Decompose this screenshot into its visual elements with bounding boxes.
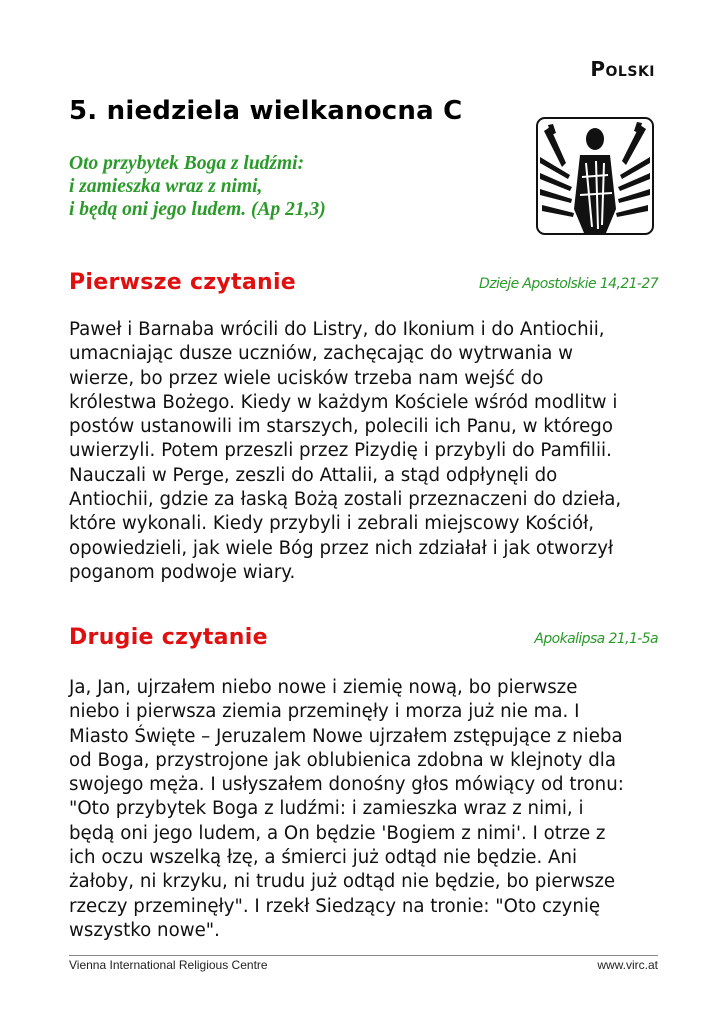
text-line: królestwa Bożego. Kiedy w każdym Kościele wśród modlitw i — [69, 391, 618, 413]
reading-reference-first: Dzieje Apostolskie 14,21-27 — [479, 276, 658, 292]
footer-divider — [69, 955, 658, 956]
risen-christ-woodcut-icon — [536, 117, 654, 235]
text-line: Antiochii, gdzie za łaską Bożą zostali przeznaczeni do dzieła, — [69, 489, 622, 511]
footer-website-link[interactable]: www.virc.at — [597, 958, 658, 972]
text-line: Miasto Święte – Jeruzalem Nowe ujrzałem zstępujące z nieba — [69, 725, 623, 747]
text-line: uwierzyli. Potem przeszli przez Pizydię i przybyli do Pamfilii. — [69, 440, 612, 462]
page-title: 5. niedziela wielkanocna C — [69, 96, 463, 126]
language-label: Polski — [590, 57, 655, 81]
text-line: poganom podwoje wiary. — [69, 561, 296, 583]
reading-reference-second: Apokalipsa 21,1-5a — [534, 631, 658, 647]
text-line: żałoby, ni krzyku, ni trudu już odtąd nie będzie, bo pierwsze — [69, 871, 616, 893]
text-line: umacniając dusze uczniów, zachęcając do wytrwania w — [69, 343, 574, 365]
motto-line: i będą oni jego ludem. (Ap 21,3) — [69, 199, 326, 220]
text-line: od Boga, przystrojone jak oblubienica zdobna w klejnoty dla — [69, 749, 616, 771]
text-line: rzeczy przeminęły". I rzekł Siedzący na tronie: "Oto czynię — [69, 895, 601, 917]
motto — [69, 152, 489, 221]
footer-organization: Vienna International Religious Centre — [69, 958, 268, 972]
reading-heading-first: Pierwsze czytanie — [69, 270, 297, 295]
text-line: wszystko nowe". — [69, 919, 220, 941]
reading-heading-second: Drugie czytanie — [69, 625, 268, 650]
text-line: swojego męża. I usłyszałem donośny głos mówiący od tronu: — [69, 774, 624, 796]
text-line: będą oni jego ludem, a On będzie 'Bogiem z nimi'. I otrze z — [69, 822, 606, 844]
motto-line: i zamieszka wraz z nimi, — [69, 176, 263, 197]
text-line: opowiedzieli, jak wiele Bóg przez nich zdziałał i jak otworzył — [69, 537, 614, 559]
text-line: które wykonali. Kiedy przybyli i zebrali miejscowy Kościół, — [69, 513, 595, 535]
text-line: Paweł i Barnaba wrócili do Listry, do Ikonium i do Antiochii, — [69, 319, 605, 340]
reading-body-second — [69, 676, 659, 943]
text-line: niebo i pierwsza ziemia przeminęły i morza już nie ma. I — [69, 701, 580, 723]
text-line: Nauczali w Perge, zeszli do Attalii, a stąd odpłynęli do — [69, 464, 558, 486]
text-line: "Oto przybytek Boga z ludźmi: i zamieszka wraz z nimi, i — [69, 798, 584, 820]
motto-line: Oto przybytek Boga z ludźmi: — [69, 153, 305, 174]
text-line: ich oczu wszelką łzę, a śmierci już odtąd nie będzie. Ani — [69, 847, 578, 869]
text-line: wierze, bo przez wiele ucisków trzeba nam wejść do — [69, 367, 544, 389]
text-line: Ja, Jan, ujrzałem niebo nowe i ziemię nową, bo pierwsze — [69, 677, 578, 698]
text-line: postów ustanowili im starszych, polecili ich Panu, w którego — [69, 416, 613, 438]
reading-body-first — [69, 318, 659, 585]
